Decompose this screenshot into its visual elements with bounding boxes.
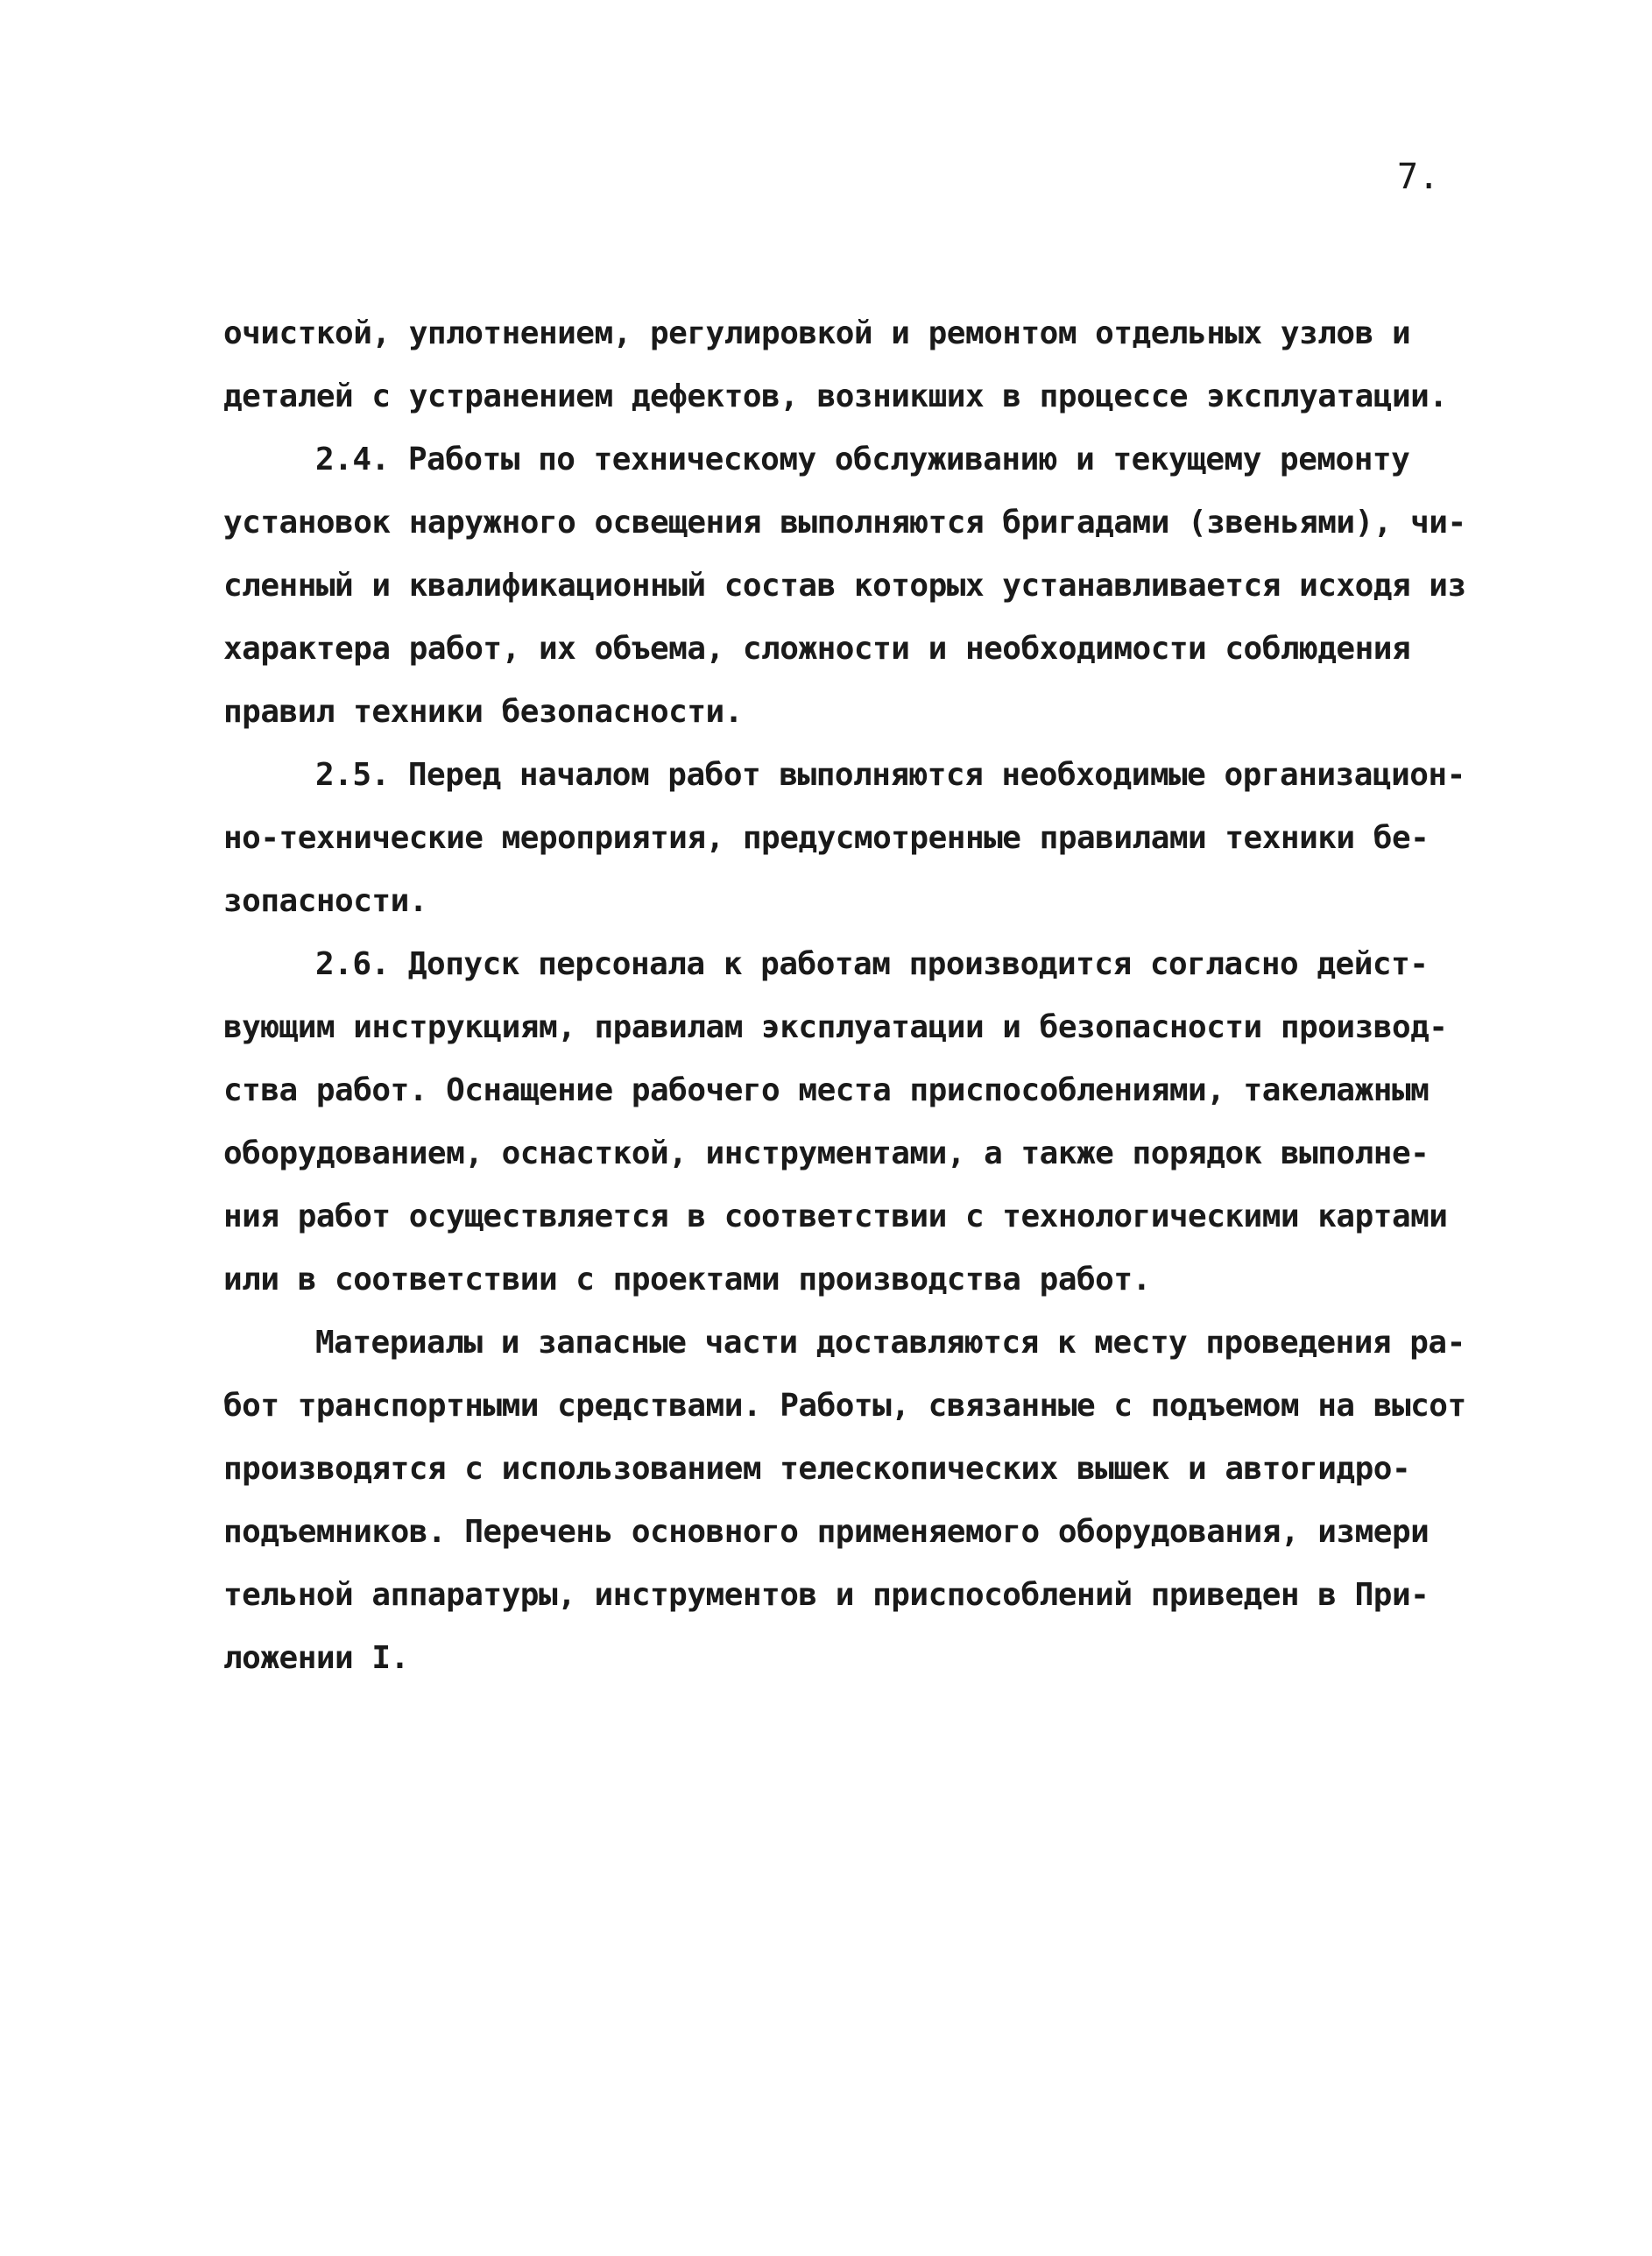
text-line: ложении I. — [223, 1640, 409, 1676]
text-line: ния работ осуществляется в соответствии с технологическими картами — [223, 1199, 1448, 1234]
text-line: но-технические мероприятия, предусмотренные правилами техники бе- — [223, 820, 1430, 856]
paragraph-2-4-start: 2.4. Работы по техническому обслуживанию и текущему ремонту — [315, 442, 1410, 477]
text-line: вующим инструкциям, правилам эксплуатации и безопасности производ- — [223, 1009, 1448, 1045]
paragraph-2-6-start: 2.6. Допуск персонала к работам производится согласно дейст- — [315, 946, 1429, 982]
text-line: зопасности. — [223, 883, 427, 919]
text-line: или в соответствии с проектами производства работ. — [223, 1262, 1151, 1298]
text-line: подъемников. Перечень основного применяемого оборудования, измери — [223, 1514, 1430, 1550]
body-text — [223, 302, 1511, 1690]
text-line: сленный и квалификационный состав которых устанавливается исходя из — [223, 568, 1466, 604]
text-line: правил техники безопасности. — [223, 694, 743, 730]
text-line: бот транспортными средствами. Работы, связанные с подъемом на высот — [223, 1388, 1466, 1424]
text-line: оборудованием, оснасткой, инструментами, а также порядок выполне- — [223, 1135, 1430, 1171]
text-line: очисткой, уплотнением, регулировкой и ремонтом отдельных узлов и — [223, 315, 1411, 351]
text-line: тельной аппаратуры, инструментов и приспособлений приведен в При- — [223, 1577, 1430, 1613]
page-number: 7. — [1397, 157, 1440, 197]
text-line: установок наружного освещения выполняются бригадами (звеньями), чи- — [223, 505, 1466, 541]
paragraph-2-5-start: 2.5. Перед началом работ выполняются необходимые организацион- — [315, 757, 1465, 793]
text-line: ства работ. Оснащение рабочего места приспособлениями, такелажным — [223, 1072, 1430, 1108]
text-line: производятся с использованием телескопических вышек и автогидро- — [223, 1451, 1411, 1487]
text-line: характера работ, их объема, сложности и необходимости соблюдения — [223, 631, 1411, 667]
text-line: деталей с устранением дефектов, возникших в процессе эксплуатации. — [223, 378, 1448, 414]
paragraph-materials-start: Материалы и запасные части доставляются к месту проведения ра- — [315, 1325, 1465, 1361]
